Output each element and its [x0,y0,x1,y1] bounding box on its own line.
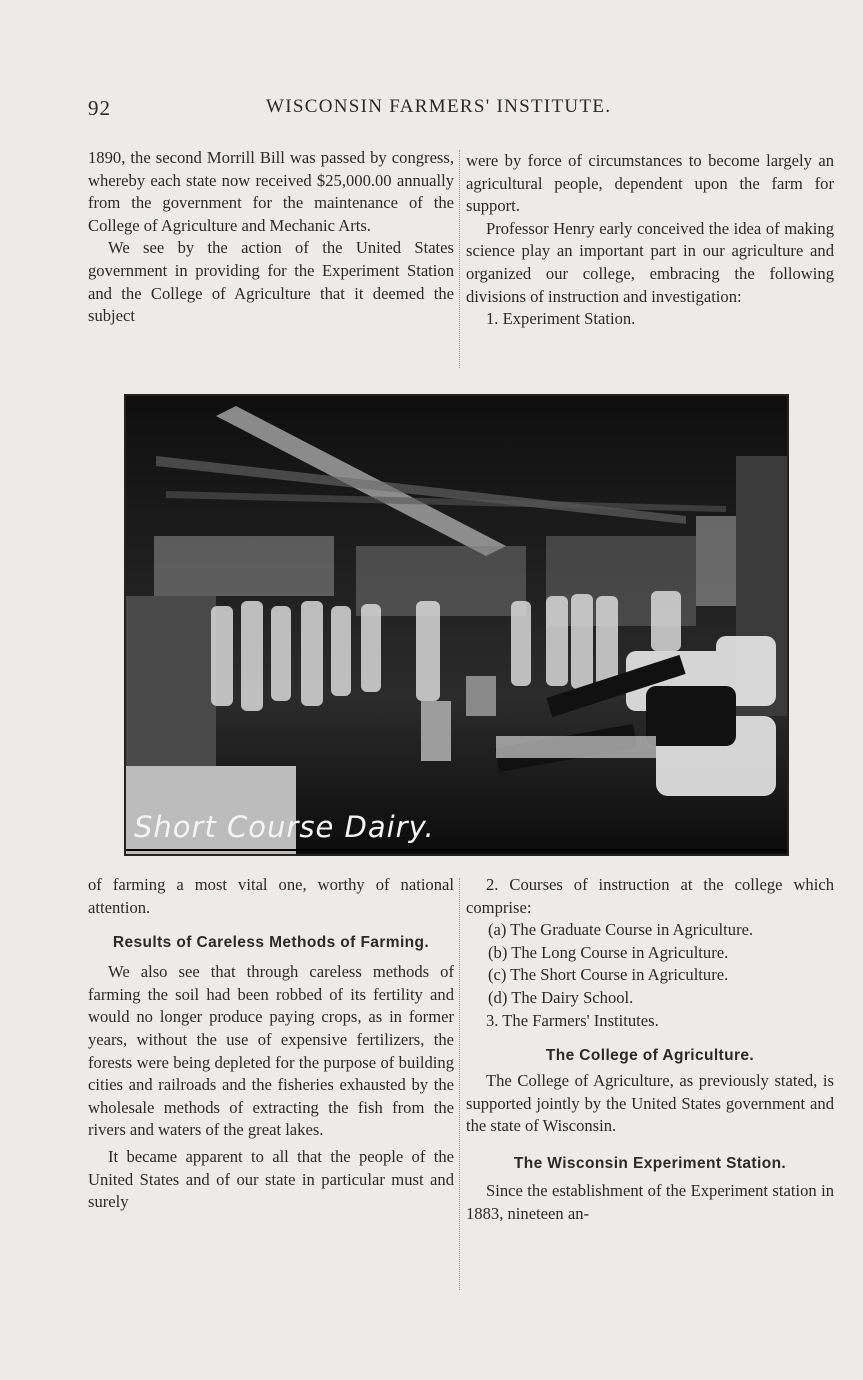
paragraph: It became apparent to all that the people of the United States and of our state in particular must and surely [88,1146,454,1212]
column-divider [459,878,460,1290]
sub-list-item: (b) The Long Course in Agriculture. [488,942,729,962]
list-item: 3. The Farmers' Institutes. [486,1010,659,1030]
sub-list-item: (d) The Dairy School. [488,987,634,1007]
paragraph: We see by the action of the United States government in providing for the Experiment Station and the College of Agriculture that it deemed the subject [88,238,454,326]
section-heading: The Wisconsin Experiment Station. [513,1154,787,1172]
right-column-bottom [466,874,834,1225]
left-column-top [88,147,454,328]
paragraph: were by force of circumstances to become largely an agricultural people, dependent upon the farm for support. [466,151,834,216]
column-divider [459,150,460,368]
section-heading: The College of Agriculture. [545,1047,755,1065]
list-item: 1. Experiment Station. [486,309,636,329]
photo-caption: Short Course Dairy. [134,810,435,844]
paragraph: of farming a most vital one, worthy of national attention. [88,875,454,917]
right-column-top [466,150,834,331]
list-item: 2. Courses of instruction at the college which comprise: [466,875,834,917]
running-title: WISCONSIN FARMERS' INSTITUTE. [266,96,612,117]
photo-scene [126,396,787,854]
paragraph: We also see that through careless methods of farming the soil had been robbed of its fertility and would no longer produce paying crops, as in former years, without the use of expensive fertilizers, the forests were being depleted for the purpose of building cities and railroads and the fisheries exhausted by the wholesale methods of extracting the fish from the rivers and waters of the great lakes. [88,962,454,1140]
dairy-photograph [124,394,789,856]
section-heading: Results of Careless Methods of Farming. [112,934,430,952]
page-number: 92 [88,96,111,120]
sub-list-item: (a) The Graduate Course in Agriculture. [488,920,754,940]
sub-list-item: (c) The Short Course in Agriculture. [488,965,729,985]
paragraph: The College of Agriculture, as previously stated, is supported jointly by the United States government and the state of Wisconsin. [466,1071,834,1136]
page-header [88,96,833,126]
paragraph: Professor Henry early conceived the idea of making science play an important part in our agriculture and organized our college, embracing the following divisions of instruction and investigation: [466,218,834,306]
paragraph: Since the establishment of the Experiment station in 1883, nineteen an- [466,1180,834,1223]
paragraph: 1890, the second Morrill Bill was passed by congress, whereby each state now received $25,000.00 annually from the government for the maintenance of the College of Agriculture and Mechanic Arts. [88,148,454,235]
left-column-bottom [88,874,454,1214]
